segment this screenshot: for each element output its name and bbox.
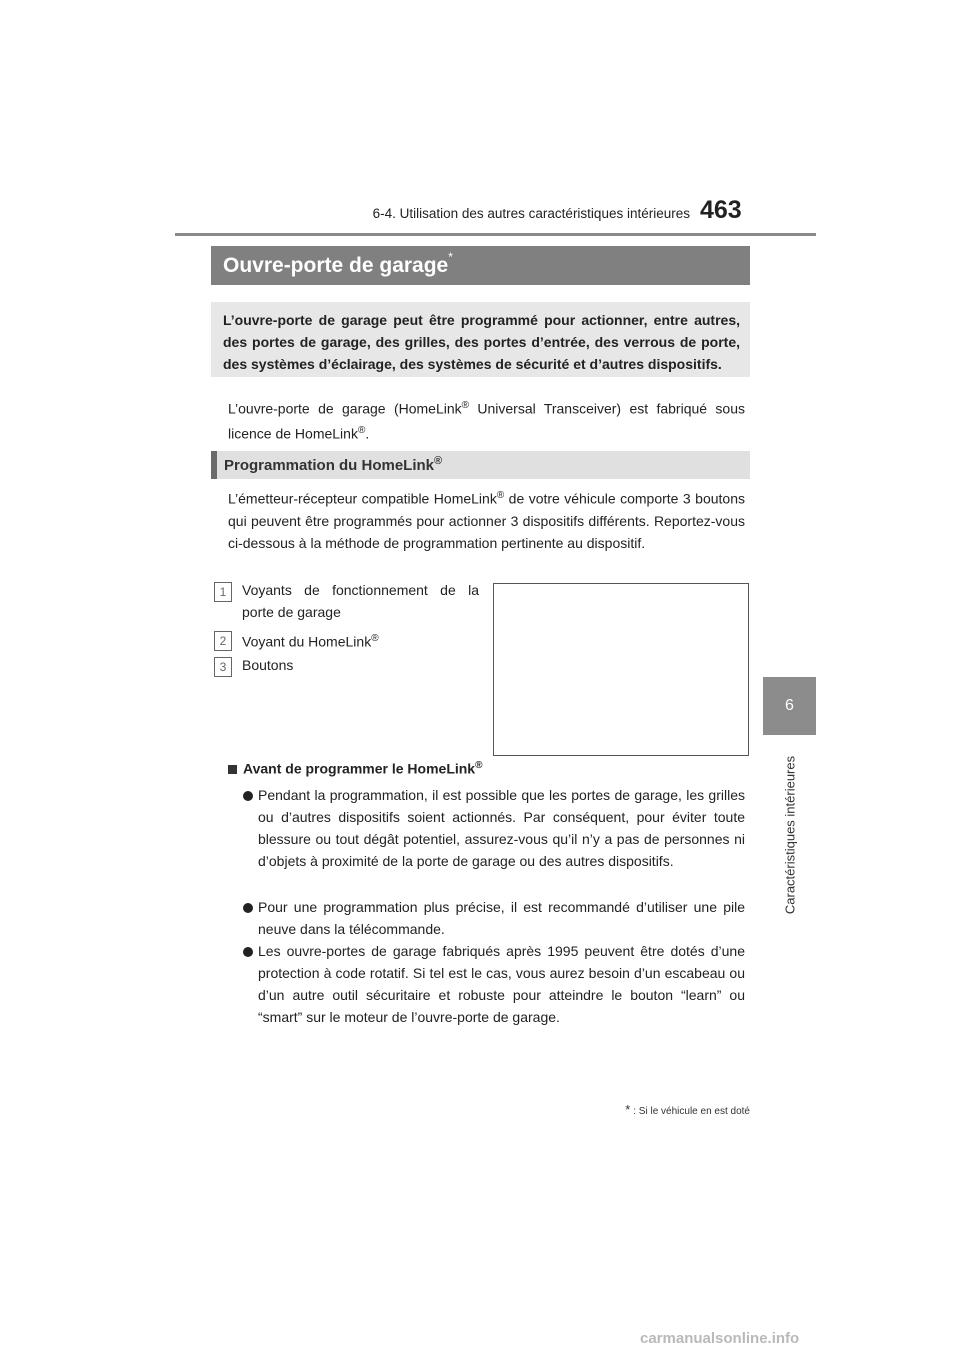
watermark: carmanualsonline.info — [640, 1330, 800, 1347]
page-number: 463 — [700, 196, 742, 224]
item-number-1: 1 — [214, 582, 232, 602]
item-number-2: 2 — [214, 631, 232, 651]
chapter-label: Caractéristiques intérieures — [782, 755, 798, 915]
item-text-3: Boutons — [242, 657, 294, 673]
before-programming-heading: Avant de programmer le HomeLink® — [228, 760, 482, 777]
header-rule — [175, 233, 816, 236]
paragraph-programming: L’émetteur-récepteur compatible HomeLink® de votre véhicule comporte 3 boutons qui peuvent être programmés pour actionner 3 dispositifs différents. Reportez-vous ci-dessous à la méthode de programmation pertinente au dispositif. — [228, 490, 745, 551]
section-title: Ouvre-porte de garage* — [223, 250, 453, 277]
bullet-dot-icon — [243, 903, 253, 913]
subsection-title: Programmation du HomeLink® — [224, 455, 443, 474]
paragraph-homelink-license: L’ouvre-porte de garage (HomeLink® Universal Transceiver) est fabriqué sous licence de HomeLink®. — [228, 400, 745, 442]
subsection-bar — [211, 451, 217, 479]
chapter-tab: 6 — [763, 677, 816, 735]
header-section-title: 6-4. Utilisation des autres caractéristiques intérieures — [372, 206, 690, 221]
bullet-item: Pour une programmation plus précise, il est recommandé d’utiliser une pile neuve dans la télécommande. — [258, 899, 745, 937]
bullet-item: Pendant la programmation, il est possible que les portes de garage, les grilles ou d’autres dispositifs soient actionnés. Par conséquent, pour éviter toute blessure ou tout dégât potentiel, assurez-vous qu’il n’y a pas de personnes ni d’objets à proximité de la porte de garage ou des autres dispositifs. — [258, 787, 745, 869]
item-text-2: Voyant du HomeLink® — [242, 633, 379, 650]
item-number-3: 3 — [214, 657, 232, 677]
intro-box — [211, 302, 750, 377]
bullet-dot-icon — [243, 791, 253, 801]
square-bullet-icon — [228, 765, 237, 774]
footnote: * : Si le véhicule en est doté — [625, 1102, 750, 1117]
title-star: * — [448, 250, 453, 264]
homelink-image-placeholder — [493, 583, 749, 756]
bullet-dot-icon — [243, 947, 253, 957]
item-text-1: Voyants de fonctionnement de la porte de garage — [242, 582, 479, 620]
bullet-item: Les ouvre-portes de garage fabriqués après 1995 peuvent être dotés d’une protection à code rotatif. Si tel est le cas, vous aurez besoin d’un escabeau ou d’un autre outil sécuritaire et robuste pour atteindre le bouton “learn” ou “smart” sur le moteur de l’ouvre-porte de garage. — [258, 943, 745, 1025]
footnote-star: * — [625, 1102, 631, 1117]
section-title-band — [211, 246, 750, 285]
subsection-band — [211, 451, 750, 479]
intro-text: L’ouvre-porte de garage peut être programmé pour actionner, entre autres, des portes de garage, des grilles, des portes d’entrée, des verrous de porte, des systèmes d’éclairage, des systèmes de sécurité et d’autres dispositifs. — [223, 312, 740, 372]
